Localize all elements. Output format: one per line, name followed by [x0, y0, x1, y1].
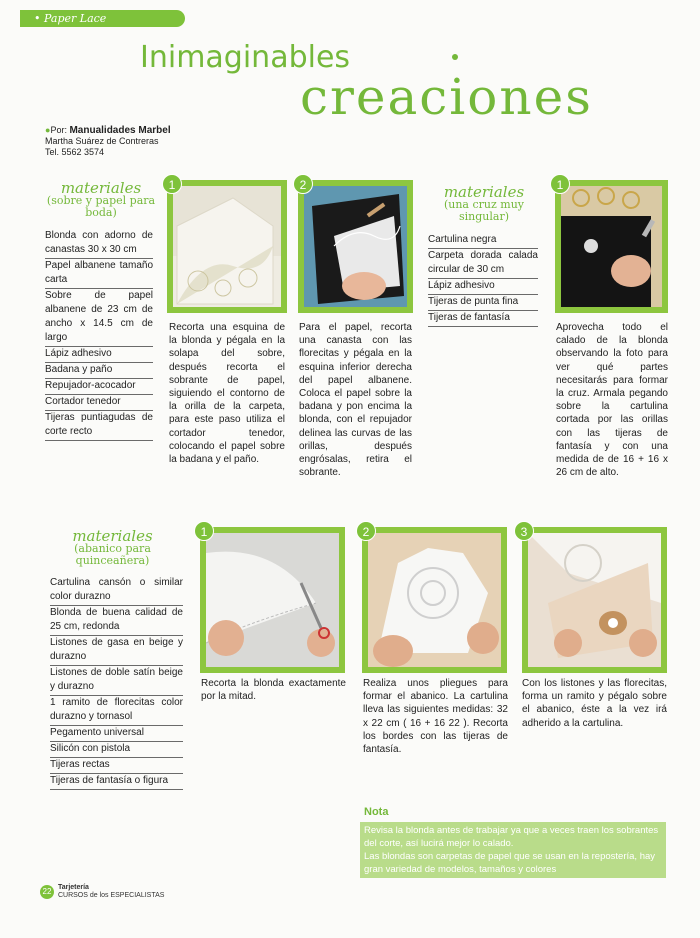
page-footer: [40, 884, 164, 900]
cross-illustration: [561, 186, 662, 307]
step-number-badge: 1: [550, 174, 570, 194]
note-box: [360, 822, 666, 878]
byline-brand: Manualidades Marbel: [69, 125, 171, 136]
step-number-badge: 2: [356, 521, 376, 541]
materials-heading-2: [428, 183, 540, 223]
step-photo-paper: [298, 180, 413, 313]
step-text: Con los listones y las florecitas, forma un ramito y pégalo sobre el abanico, éste a la vez irá adherido a la cartulina.: [522, 678, 667, 729]
list-item: Cartulina cansón o similar color durazno: [50, 576, 183, 606]
step-text: Aprovecha todo el calado de la blonda observando la foto para ver qué partes necesitarás para formar la cruz. Armala pegando sobre la cartulina cortada por las orillas con las tijeras de fantasía y con una medida de de 16 + 16 x 26 cm de alto.: [556, 322, 668, 479]
list-item: Repujador-acocador: [45, 379, 153, 395]
list-item: Cartulina negra: [428, 233, 538, 249]
page-title-line2: creaciones: [300, 68, 593, 126]
note-line: Las blondas son carpetas de papel que se usan en la repostería, hay gran variedad de modelos, tamaños y colores: [364, 851, 656, 875]
list-item: Tijeras puntiagudas de corte recto: [45, 411, 153, 441]
step-number-badge: 1: [194, 521, 214, 541]
step-text: Recorta una esquina de la blonda y pégala en la solapa del sobre, después recorta el sobrante de papel, siguiendo el contorno de la orilla de la carpeta, para este paso utiliza el cortador tenedor, colocando el papel sobre la badana y el paño.: [169, 322, 285, 466]
byline-prefix: Por:: [50, 125, 67, 135]
step-text: Realiza unos pliegues para formar el abanico. La cartulina lleva las siguientes medidas: 32 x 22 cm ( 16 + 16 22 ). Recorta los bordes con las tijeras de fantasía.: [363, 678, 508, 756]
list-item: Lápiz adhesivo: [428, 279, 538, 295]
materials-subtitle: (abanico para quinceañera): [74, 542, 151, 567]
materials-title: materiales: [443, 183, 525, 201]
section-tab-label: Paper Lace: [44, 12, 107, 25]
section-tab: • Paper Lace: [20, 10, 185, 27]
step-number-badge: 3: [514, 521, 534, 541]
materials-heading-1: [45, 179, 157, 219]
step-photo-cross: [555, 180, 668, 313]
materials-title: materiales: [60, 179, 142, 197]
byline-author: Martha Suárez de Contreras: [45, 136, 159, 146]
step-photo-fold-fan: [362, 527, 507, 673]
envelope-illustration: [173, 186, 281, 307]
list-item: Carpeta dorada calada circular de 30 cm: [428, 249, 538, 279]
byline-phone: Tel. 5562 3574: [45, 147, 105, 157]
materials-heading-3: [40, 527, 185, 567]
materials-list-2: [428, 233, 538, 327]
step-photo-cut-doily: [200, 527, 345, 673]
note-heading: Nota: [364, 806, 389, 818]
list-item: Badana y paño: [45, 363, 153, 379]
step-text: Para el papel, recorta una canasta con las florecitas y pégala en la esquina inferior derecha del papel albanene. Coloca el papel sobre la badana y pon encima la blonda, con el repujador delinea las curvas de las orillas, después engrósalas, retira el sobrante.: [299, 322, 412, 479]
list-item: Tijeras de fantasía: [428, 311, 538, 327]
title-dot: [452, 54, 458, 60]
paper-illustration: [304, 186, 407, 307]
list-item: Lápiz adhesivo: [45, 347, 153, 363]
step-number-badge: 2: [293, 174, 313, 194]
cut-doily-illustration: [206, 533, 339, 667]
materials-list-1: [45, 229, 153, 441]
step-photo-ribbon-fan: [522, 527, 667, 673]
footer-subtitle: CURSOS de los ESPECIALISTAS: [57, 892, 165, 899]
list-item: Listones de doble satín beige y durazno: [50, 666, 183, 696]
list-item: Cortador tenedor: [45, 395, 153, 411]
ribbon-fan-illustration: [528, 533, 661, 667]
step-number-badge: 1: [162, 174, 182, 194]
byline: ●Por: Manualidades Marbel Martha Suárez de Contreras Tel. 5562 3574: [45, 125, 171, 157]
list-item: Tijeras de fantasía o figura: [50, 774, 183, 790]
list-item: Blonda con adorno de canastas 30 x 30 cm: [45, 229, 153, 259]
list-item: Silicón con pistola: [50, 742, 183, 758]
footer-title: Tarjetería: [57, 884, 89, 891]
list-item: Tijeras rectas: [50, 758, 183, 774]
fold-fan-illustration: [368, 533, 501, 667]
materials-list-3: [50, 576, 183, 790]
step-text: Recorta la blonda exactamente por la mitad.: [201, 678, 346, 703]
materials-title: materiales: [72, 527, 153, 545]
list-item: 1 ramito de florecitas color durazno y tornasol: [50, 696, 183, 726]
step-photo-envelope: [167, 180, 287, 313]
page-title-line1: Inimaginables: [140, 40, 351, 75]
list-item: Pegamento universal: [50, 726, 183, 742]
list-item: Sobre de papel albanene de 23 cm de ancho x 14.5 cm de largo: [45, 289, 153, 347]
materials-subtitle: (una cruz muy singular): [443, 198, 525, 223]
list-item: Tijeras de punta fina: [428, 295, 538, 311]
page-number: 22: [40, 885, 54, 899]
list-item: Listones de gasa en beige y durazno: [50, 636, 183, 666]
note-line: Revisa la blonda antes de trabajar ya que a veces traen los sobrantes del corte, así lucirá mejor lo calado.: [364, 825, 659, 849]
list-item: Papel albanene tamaño carta: [45, 259, 153, 289]
materials-subtitle: (sobre y papel para boda): [46, 194, 156, 219]
list-item: Blonda de buena calidad de 25 cm, redonda: [50, 606, 183, 636]
